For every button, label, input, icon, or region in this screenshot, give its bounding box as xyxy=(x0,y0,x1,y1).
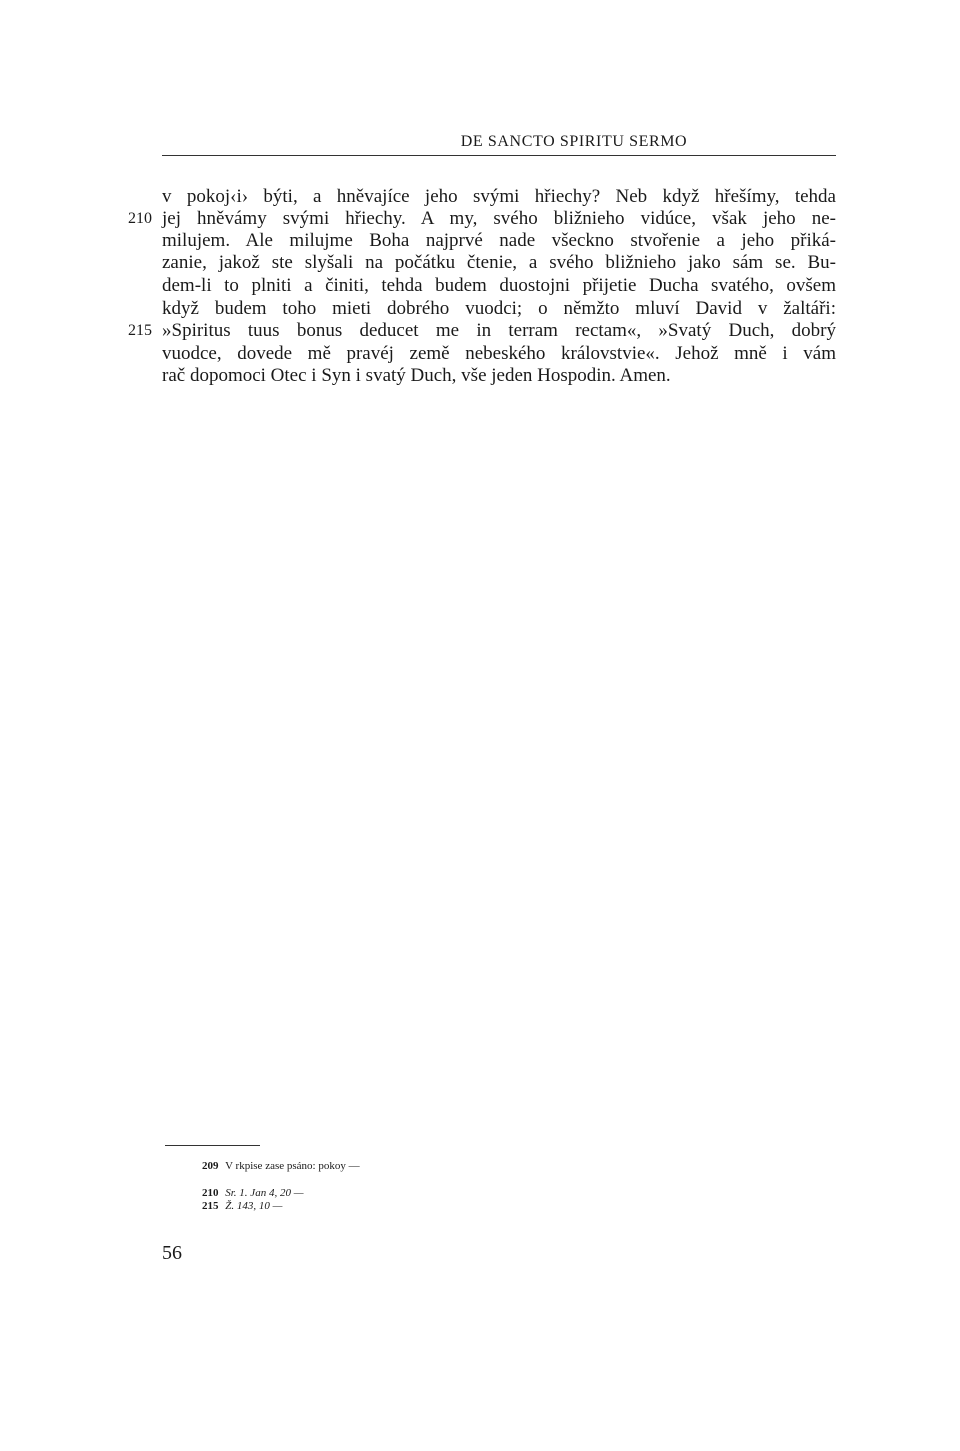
footnote xyxy=(202,1160,360,1173)
text-line: milujem. Ale milujme Boha najprvé nade všeckno stvořenie a jeho přiká- xyxy=(162,230,836,251)
line-number: 210 xyxy=(128,210,152,227)
text-line: dem-li to plniti a činiti, tehda budem duostojni přijetie Ducha svatého, ovšem xyxy=(162,275,836,296)
footnote xyxy=(202,1200,282,1213)
header-rule xyxy=(162,155,836,156)
footnote-text: Ž. 143, 10 — xyxy=(225,1200,283,1212)
footnote-number: 209 xyxy=(202,1160,219,1172)
footnote-text: V rkpise zase psáno: pokoy — xyxy=(225,1160,360,1172)
text-line: rač dopomoci Otec i Syn i svatý Duch, vše jeden Hospodin. Amen. xyxy=(162,365,671,386)
footnote xyxy=(202,1187,303,1200)
footnote-number: 215 xyxy=(202,1200,219,1212)
text-line: zanie, jakož ste slyšali na počátku čtenie, a svého bližnieho jako sám se. Bu- xyxy=(162,252,836,273)
footnote-text: Sr. 1. Jan 4, 20 — xyxy=(225,1187,304,1199)
text-line: »Spiritus tuus bonus deducet me in terram rectam«, »Svatý Duch, dobrý xyxy=(162,320,836,341)
running-head: DE SANCTO SPIRITU SERMO xyxy=(460,133,688,150)
line-number: 215 xyxy=(128,322,152,339)
text-line: jej hněvámy svými hřiechy. A my, svého bližnieho vidúce, však jeho ne- xyxy=(162,208,836,229)
footnote-number: 210 xyxy=(202,1187,219,1199)
text-line: v pokoj‹i› býti, a hněvajíce jeho svými hřiechy? Neb když hřešímy, tehda xyxy=(162,186,836,207)
text-line: když budem toho mieti dobrého vuodci; o němžto mluví David v žaltáři: xyxy=(162,298,836,319)
footnote-rule xyxy=(165,1145,260,1146)
text-line: vuodce, dovede mě pravéj země nebeského královstvie«. Jehož mně i vám xyxy=(162,343,836,364)
page-number: 56 xyxy=(162,1242,182,1264)
